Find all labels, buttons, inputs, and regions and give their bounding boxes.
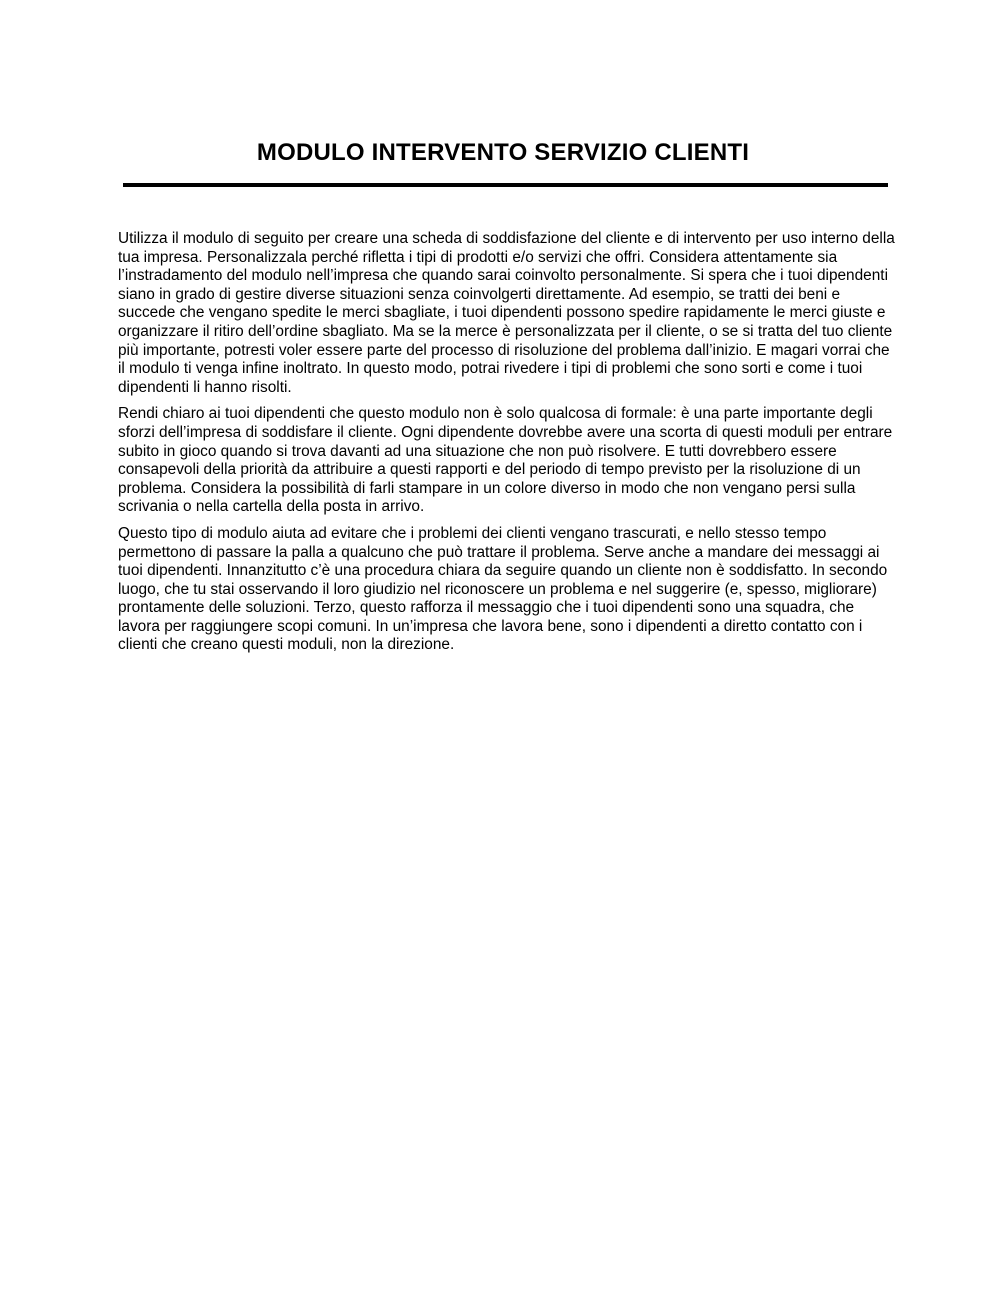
body-paragraph-3: Questo tipo di modulo aiuta ad evitare che i problemi dei clienti vengano trascurati, e nello stesso tempo permettono di passare la palla a qualcuno che può trattare il problema. Serve anche a mandare dei messaggi ai tuoi dipendenti. Innanzitutto c’è una procedura chiara da seguire quando un cliente non è soddisfatto. In secondo luogo, che tu stai osservando il loro giudizio nel riconoscere un problema e nel suggerire (e, spesso, migliorare) prontamente delle soluzioni. Terzo, questo rafforza il messaggio che i tuoi dipendenti sono una squadra, che lavora per raggiungere scopi comuni. In un’impresa che lavora bene, sono i dipendenti a diretto contatto con i clienti che creano questi moduli, non la direzione. xyxy=(118,524,888,654)
document-title: MODULO INTERVENTO SERVIZIO CLIENTI xyxy=(256,139,750,166)
document-body xyxy=(118,230,896,663)
body-paragraph-2: Rendi chiaro ai tuoi dipendenti che questo modulo non è solo qualcosa di formale: è una parte importante degli sforzi dell’impresa di soddisfare il cliente. Ogni dipendente dovrebbe avere una scorta di questi moduli per entrare subito in gioco quando si trova davanti ad una situazione che non può risolvere. E tutti dovrebbero essere consapevoli della priorità da attribuire a questi rapporti e del periodo di tempo previsto per la risoluzione di un problema. Considera la possibilità di farli stampare in un colore diverso in modo che non vengano persi sulla scrivania o nella cartella della posta in arrivo. xyxy=(118,405,893,516)
title-underline-rule xyxy=(123,183,888,187)
body-paragraph-1: Utilizza il modulo di seguito per creare una scheda di soddisfazione del cliente e di intervento per uso interno della tua impresa. Personalizzala perché rifletta i tipi di prodotti e/o servizi che offri. Considera attentamente sia l’instradamento del modulo nell’impresa che quando sarai coinvolto personalmente. Si spera che i tuoi dipendenti siano in grado di gestire diverse situazioni senza coinvolgerti direttamente. Ad esempio, se tratti dei beni e succede che vengano spedite le merci sbagliate, i tuoi dipendenti possono spedire rapidamente le merci giuste e organizzare il ritiro dell’ordine sbagliato. Ma se la merce è personalizzata per il cliente, o se si tratta del tuo cliente più importante, potresti voler essere parte del processo di risoluzione del problema dall’inizio. E magari vorrai che il modulo ti venga infine inoltrato. In questo modo, potrai rivedere i tipi di problemi che sono sorti e come i tuoi dipendenti li hanno risolti. xyxy=(118,230,895,396)
